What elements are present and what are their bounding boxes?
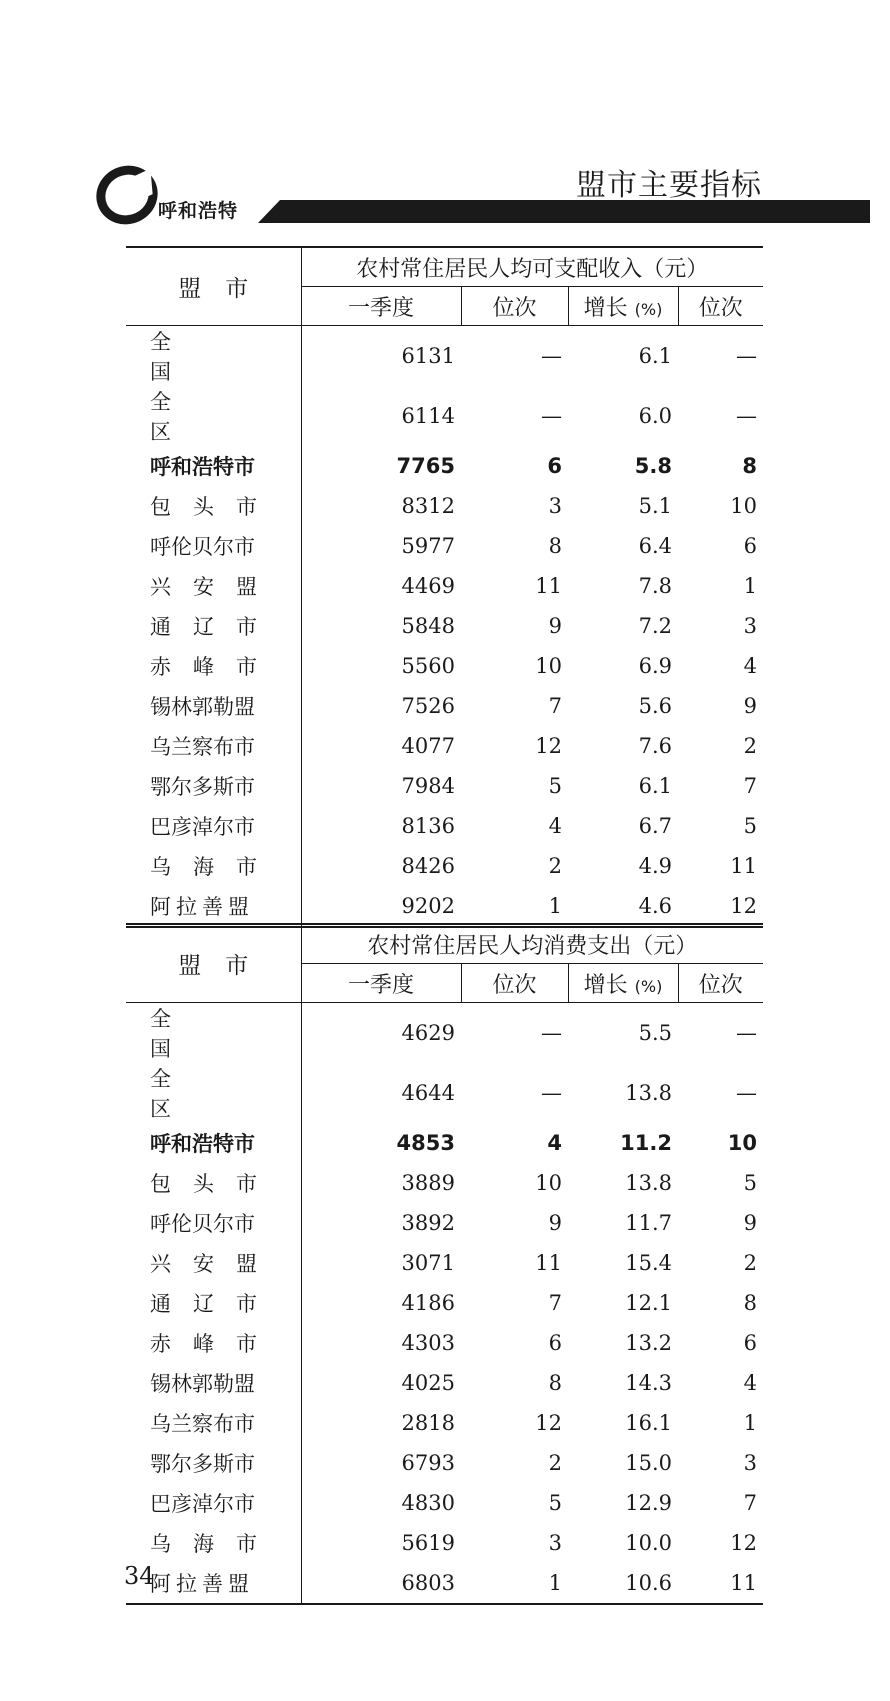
table-row — [126, 806, 763, 846]
growth-cell: 7.8 — [638, 574, 672, 598]
table-row — [126, 766, 763, 806]
q1-cell: 4303 — [401, 1331, 455, 1355]
rank2-cell: 11 — [678, 1563, 763, 1604]
rank2-cell: 1 — [743, 574, 758, 598]
region-cell: 阿拉善盟 — [126, 886, 301, 927]
rank1-cell: 3 — [548, 1531, 562, 1555]
region-cell: 巴彦淖尔市 — [126, 806, 301, 846]
q1-cell: 5560 — [401, 654, 455, 678]
rank1-cell: 8 — [548, 534, 562, 558]
q1-cell: 6793 — [401, 1451, 455, 1475]
table-row — [126, 526, 763, 566]
rank2-cell: 8 — [743, 1291, 758, 1315]
table-row — [126, 1443, 763, 1483]
rank1-cell: 6 — [547, 454, 562, 478]
rank1-cell: — — [541, 344, 562, 368]
growth-cell: 4.6 — [568, 886, 678, 927]
region-cell: 乌兰察布市 — [126, 1403, 301, 1443]
rank1-cell: — — [541, 1021, 562, 1045]
q1-cell: 9202 — [301, 886, 461, 927]
region-cell: 兴安盟 — [126, 1243, 301, 1283]
rank1-cell: 5 — [548, 774, 562, 798]
growth-cell: 14.3 — [625, 1371, 672, 1395]
q1-cell: 3889 — [401, 1171, 455, 1195]
region-cell: 呼和浩特市 — [126, 1123, 301, 1163]
col-growth-label: 增长 — [583, 295, 628, 321]
rank2-cell: 10 — [727, 1131, 758, 1155]
growth-cell: 13.8 — [625, 1171, 672, 1195]
q1-cell: 5619 — [401, 1531, 455, 1555]
table-row — [126, 886, 763, 927]
region-cell: 包头市 — [126, 486, 301, 526]
region-header: 盟市 — [126, 924, 301, 1003]
rank1-cell: 7 — [548, 1291, 562, 1315]
region-cell: 赤峰市 — [126, 646, 301, 686]
rank2-cell: 3 — [743, 614, 758, 638]
table-row — [126, 566, 763, 606]
table-row — [126, 1203, 763, 1243]
region-cell: 巴彦淖尔市 — [126, 1483, 301, 1523]
rank2-cell: 1 — [743, 1411, 758, 1435]
table-row — [126, 846, 763, 886]
table-row — [126, 1563, 763, 1604]
rank2-cell: — — [736, 1021, 758, 1045]
growth-cell: 15.4 — [625, 1251, 672, 1275]
region-cell: 兴安盟 — [126, 566, 301, 606]
rank1-cell: 1 — [461, 1563, 568, 1604]
growth-cell: 13.2 — [625, 1331, 672, 1355]
rank2-cell: 5 — [743, 1171, 758, 1195]
rank2-cell: 11 — [730, 854, 758, 878]
q1-cell: 4186 — [401, 1291, 455, 1315]
col-growth — [568, 964, 678, 1003]
q1-cell: 4830 — [401, 1491, 455, 1515]
rank2-cell: 12 — [730, 1531, 758, 1555]
rank2-cell: 6 — [743, 1331, 758, 1355]
rank1-cell: 4 — [547, 1131, 562, 1155]
rank2-cell: 2 — [743, 734, 758, 758]
q1-cell: 4077 — [401, 734, 455, 758]
region-cell: 锡林郭勒盟 — [126, 1363, 301, 1403]
region-cell: 乌海市 — [126, 1523, 301, 1563]
col-rank2: 位次 — [678, 287, 763, 326]
growth-cell: 6.7 — [638, 814, 672, 838]
q1-cell: 4644 — [401, 1081, 455, 1105]
growth-cell: 11.2 — [620, 1131, 672, 1155]
col-q1: 一季度 — [301, 287, 461, 326]
spending-table — [126, 923, 763, 1605]
spending-table-body — [126, 1003, 763, 1605]
rank1-cell: 9 — [548, 614, 562, 638]
table-row — [126, 326, 763, 387]
region-cell: 赤峰市 — [126, 1323, 301, 1363]
rank2-cell: 4 — [743, 1371, 758, 1395]
growth-cell: 6.9 — [638, 654, 672, 678]
table-row — [126, 486, 763, 526]
rank1-cell: 10 — [535, 1171, 562, 1195]
growth-cell: 7.2 — [638, 614, 672, 638]
table-row — [126, 1123, 763, 1163]
growth-cell: 7.6 — [638, 734, 672, 758]
rank1-cell: 11 — [535, 1251, 562, 1275]
growth-cell: 11.7 — [625, 1211, 672, 1235]
q1-cell: 7765 — [396, 454, 455, 478]
rank2-cell: 8 — [742, 454, 758, 478]
q1-cell: 6114 — [401, 404, 455, 428]
region-cell: 通辽市 — [126, 606, 301, 646]
col-growth-unit: (%) — [634, 299, 663, 319]
page-number: 34 — [124, 1562, 155, 1590]
rank1-cell: 7 — [548, 694, 562, 718]
rank1-cell: 5 — [548, 1491, 562, 1515]
q1-cell: 3071 — [401, 1251, 455, 1275]
rank1-cell: 10 — [535, 654, 562, 678]
growth-cell: 6.1 — [638, 774, 672, 798]
q1-cell: 4469 — [401, 574, 455, 598]
region-cell: 鄂尔多斯市 — [126, 766, 301, 806]
growth-cell: 5.5 — [638, 1021, 672, 1045]
table-row — [126, 606, 763, 646]
table-row — [126, 446, 763, 486]
growth-cell: 12.9 — [625, 1491, 672, 1515]
region-cell: 呼伦贝尔市 — [126, 526, 301, 566]
rank2-cell: 10 — [730, 494, 758, 518]
q1-cell: 6131 — [401, 344, 455, 368]
table-row — [126, 1003, 763, 1064]
rank2-cell: 6 — [743, 534, 758, 558]
region-cell: 全区 — [126, 386, 301, 446]
table-row — [126, 1163, 763, 1203]
region-cell: 包头市 — [126, 1163, 301, 1203]
rank2-cell: 4 — [743, 654, 758, 678]
rank1-cell: 6 — [548, 1331, 562, 1355]
table-title: 农村常住居民人均可支配收入（元） — [301, 247, 763, 287]
region-cell: 呼和浩特市 — [126, 446, 301, 486]
growth-cell: 16.1 — [625, 1411, 672, 1435]
rank1-cell: 1 — [461, 886, 568, 927]
rank2-cell: 12 — [678, 886, 763, 927]
region-cell: 全区 — [126, 1063, 301, 1123]
growth-cell: 13.8 — [625, 1081, 672, 1105]
region-cell: 通辽市 — [126, 1283, 301, 1323]
growth-cell: 6.4 — [638, 534, 672, 558]
rank1-cell: 12 — [535, 734, 562, 758]
growth-cell: 4.9 — [638, 854, 672, 878]
table-row — [126, 1063, 763, 1123]
growth-cell: 5.1 — [638, 494, 672, 518]
rank1-cell: 2 — [548, 1451, 562, 1475]
growth-cell: 10.0 — [625, 1531, 672, 1555]
q1-cell: 3892 — [401, 1211, 455, 1235]
table-row — [126, 1403, 763, 1443]
region-cell: 全国 — [126, 1003, 301, 1064]
col-rank2: 位次 — [678, 964, 763, 1003]
table-row — [126, 646, 763, 686]
rank1-cell: 8 — [548, 1371, 562, 1395]
region-cell: 呼伦贝尔市 — [126, 1203, 301, 1243]
rank1-cell: 11 — [535, 574, 562, 598]
q1-cell: 6803 — [301, 1563, 461, 1604]
q1-cell: 8136 — [401, 814, 455, 838]
region-cell: 阿拉善盟 — [126, 1563, 301, 1604]
table-row — [126, 1483, 763, 1523]
logo-ring-icon — [87, 156, 168, 235]
rank1-cell: 4 — [548, 814, 562, 838]
table-row — [126, 726, 763, 766]
q1-cell: 2818 — [401, 1411, 455, 1435]
table-row — [126, 686, 763, 726]
q1-cell: 7984 — [401, 774, 455, 798]
q1-cell: 5848 — [401, 614, 455, 638]
q1-cell: 5977 — [401, 534, 455, 558]
q1-cell: 4853 — [396, 1131, 455, 1155]
growth-cell: 6.0 — [638, 404, 672, 428]
q1-cell: 7526 — [401, 694, 455, 718]
rank2-cell: 3 — [743, 1451, 758, 1475]
page-header — [0, 0, 890, 240]
section-title: 盟市主要指标 — [576, 168, 762, 203]
table-row — [126, 386, 763, 446]
col-rank1: 位次 — [461, 287, 568, 326]
table-row — [126, 1283, 763, 1323]
rank1-cell: — — [541, 1081, 562, 1105]
region-cell: 鄂尔多斯市 — [126, 1443, 301, 1483]
header-bar — [258, 200, 870, 223]
rank1-cell: 9 — [548, 1211, 562, 1235]
region-cell: 锡林郭勒盟 — [126, 686, 301, 726]
table-row — [126, 1323, 763, 1363]
rank2-cell: — — [736, 404, 758, 428]
col-growth-unit: (%) — [634, 976, 663, 996]
rank2-cell: 7 — [743, 774, 758, 798]
rank2-cell: 2 — [743, 1251, 758, 1275]
growth-cell: 10.6 — [568, 1563, 678, 1604]
col-rank1: 位次 — [461, 964, 568, 1003]
rank2-cell: — — [736, 1081, 758, 1105]
rank2-cell: — — [736, 344, 758, 368]
table-row — [126, 1363, 763, 1403]
table-row — [126, 1243, 763, 1283]
income-table — [126, 246, 763, 928]
region-header: 盟市 — [126, 247, 301, 326]
growth-cell: 5.6 — [638, 694, 672, 718]
q1-cell: 8312 — [401, 494, 455, 518]
logo-text: 呼和浩特 — [158, 200, 239, 222]
rank2-cell: 9 — [743, 1211, 758, 1235]
rank1-cell: 3 — [548, 494, 562, 518]
q1-cell: 8426 — [401, 854, 455, 878]
income-table-body — [126, 326, 763, 928]
rank1-cell: 12 — [535, 1411, 562, 1435]
growth-cell: 6.1 — [638, 344, 672, 368]
growth-cell: 5.8 — [634, 454, 672, 478]
col-growth-label: 增长 — [583, 972, 628, 998]
rank1-cell: — — [541, 404, 562, 428]
region-cell: 乌兰察布市 — [126, 726, 301, 766]
growth-cell: 15.0 — [625, 1451, 672, 1475]
table-title: 农村常住居民人均消费支出（元） — [301, 924, 763, 964]
col-q1: 一季度 — [301, 964, 461, 1003]
region-cell: 乌海市 — [126, 846, 301, 886]
q1-cell: 4629 — [401, 1021, 455, 1045]
q1-cell: 4025 — [401, 1371, 455, 1395]
growth-cell: 12.1 — [625, 1291, 672, 1315]
rank2-cell: 9 — [743, 694, 758, 718]
rank1-cell: 2 — [548, 854, 562, 878]
col-growth — [568, 287, 678, 326]
rank2-cell: 5 — [743, 814, 758, 838]
rank2-cell: 7 — [743, 1491, 758, 1515]
region-cell: 全国 — [126, 326, 301, 387]
table-row — [126, 1523, 763, 1563]
